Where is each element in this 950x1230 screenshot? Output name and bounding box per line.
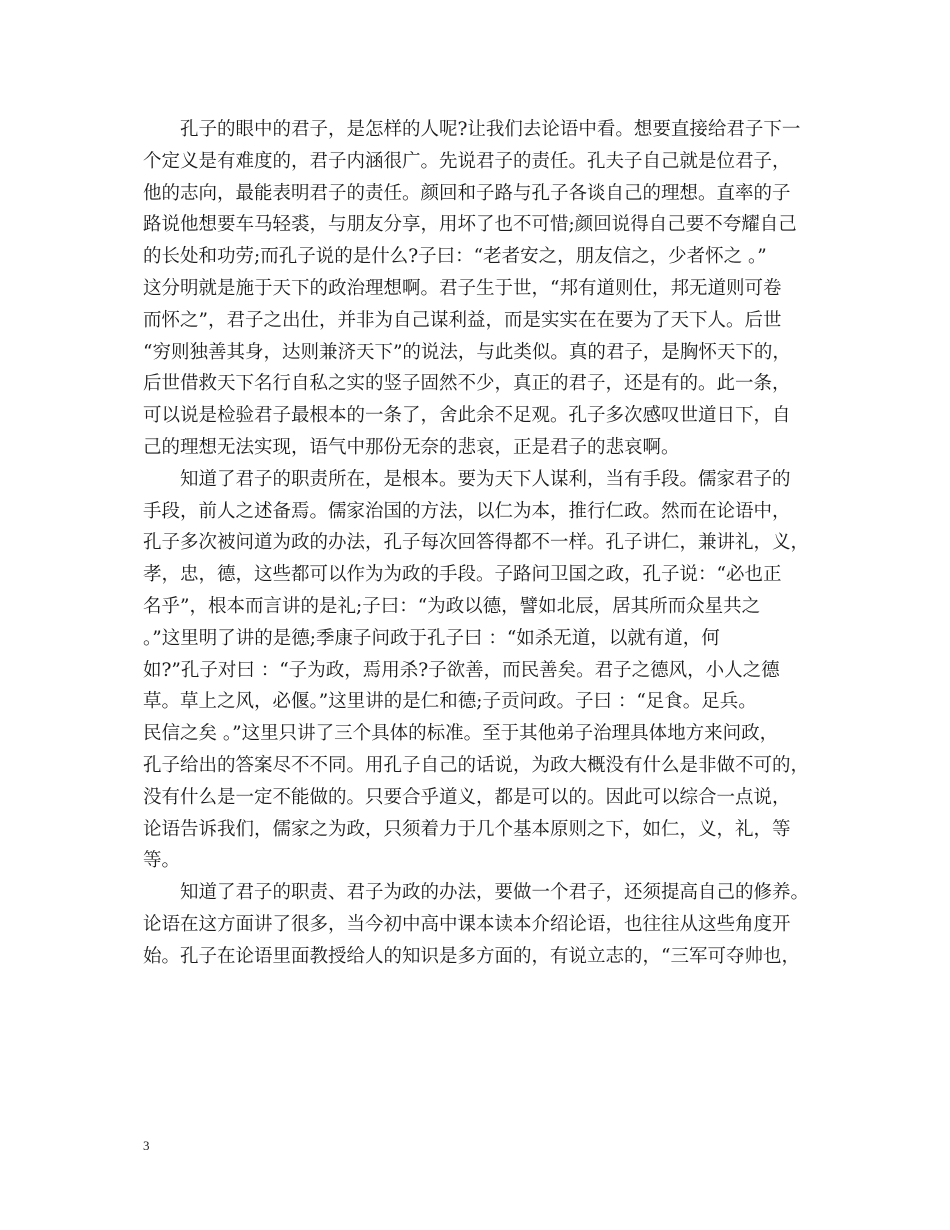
text-line: 。”这里明了讲的是德;季康子问政于孔子曰 ：“如杀无道，以就有道，何: [143, 627, 720, 649]
text-line: 没有什么是一定不能做的。只要合乎道义，都是可以的。因此可以综合一点说，: [143, 786, 791, 808]
text-line: 孔子给出的答案尽不不同。用孔子自己的话说，为政大概没有什么是非做不可的，: [143, 754, 810, 776]
text-line: “穷则独善其身，达则兼济天下”的说法，与此类似。真的君子，是胸怀天下的，: [143, 341, 791, 363]
text-line: 论语告诉我们，儒家之为政，只须着力于几个基本原则之下，如仁，义，礼，等: [143, 818, 791, 840]
text-line: 后世借救天下名行自私之实的竖子固然不少，真正的君子，还是有的。此一条，: [143, 373, 791, 395]
text-line: 民信之矣 。”这里只讲了三个具体的标准。至于其他弟子治理具体地方来问政，: [143, 723, 779, 745]
text-line: 路说他想要车马轻裘，与朋友分享，用坏了也不可惜;颜回说得自己要不夸耀自己: [143, 214, 797, 236]
text-line: 论语在这方面讲了很多，当今初中高中课本读本介绍论语，也往往从这些角度开: [143, 913, 791, 935]
text-line: 等。: [143, 850, 181, 872]
page-number: 3: [143, 1138, 150, 1153]
text-line: 的长处和功劳;而孔子说的是什么?子曰：“老者安之，朋友信之，少者怀之 。”: [143, 246, 767, 268]
text-line: 孝，忠，德，这些都可以作为为政的手段。子路问卫国之政，孔子说：“必也正: [143, 564, 782, 586]
text-line: 如?”孔子对曰 ：“子为政，焉用杀?子欲善，而民善矣。君子之德风，小人之德: [143, 659, 780, 681]
text-line: 己的理想无法实现，语气中那份无奈的悲哀，正是君子的悲哀啊。: [143, 436, 680, 458]
text-line: 始。孔子在论语里面教授给人的知识是多方面的，有说立志的，“三军可夺帅也，: [143, 945, 800, 967]
text-line: 这分明就是施于天下的政治理想啊。君子生于世，“邦有道则仕，邦无道则可卷: [143, 277, 782, 299]
body-text: [143, 114, 823, 973]
text-line: 孔子的眼中的君子，是怎样的人呢?让我们去论语中看。想要直接给君子下一: [180, 119, 801, 140]
text-line: 知道了君子的职责所在，是根本。要为天下人谋利，当有手段。儒家君子的: [180, 468, 791, 490]
text-line: 可以说是检验君子最根本的一条了，舍此余不足观。孔子多次感叹世道日下，自: [143, 405, 791, 427]
text-line: 草。草上之风，必偃。”这里讲的是仁和德;子贡问政。子曰 ：“足食。足兵。: [143, 691, 757, 713]
text-line: 个定义是有难度的，君子内涵很广。先说君子的责任。孔夫子自己就是位君子，: [143, 150, 791, 172]
text-line: 他的志向，最能表明君子的责任。颜回和子路与孔子各谈自己的理想。直率的子: [143, 182, 791, 204]
text-line: 手段，前人之述备焉。儒家治国的方法，以仁为本，推行仁政。然而在论语中，: [143, 500, 791, 522]
text-line: 名乎”，根本而言讲的是礼;子曰：“为政以德，譬如北辰，居其所而众星共之: [143, 595, 761, 617]
text-line: 孔子多次被问道为政的办法，孔子每次回答得都不一样。孔子讲仁，兼讲礼，义，: [143, 532, 810, 554]
text-line: 知道了君子的职责、君子为政的办法，要做一个君子，还须提高自己的修养。: [180, 882, 810, 904]
text-line: 而怀之”，君子之出仕，并非为自己谋利益，而是实实在在要为了天下人。后世: [143, 309, 782, 331]
